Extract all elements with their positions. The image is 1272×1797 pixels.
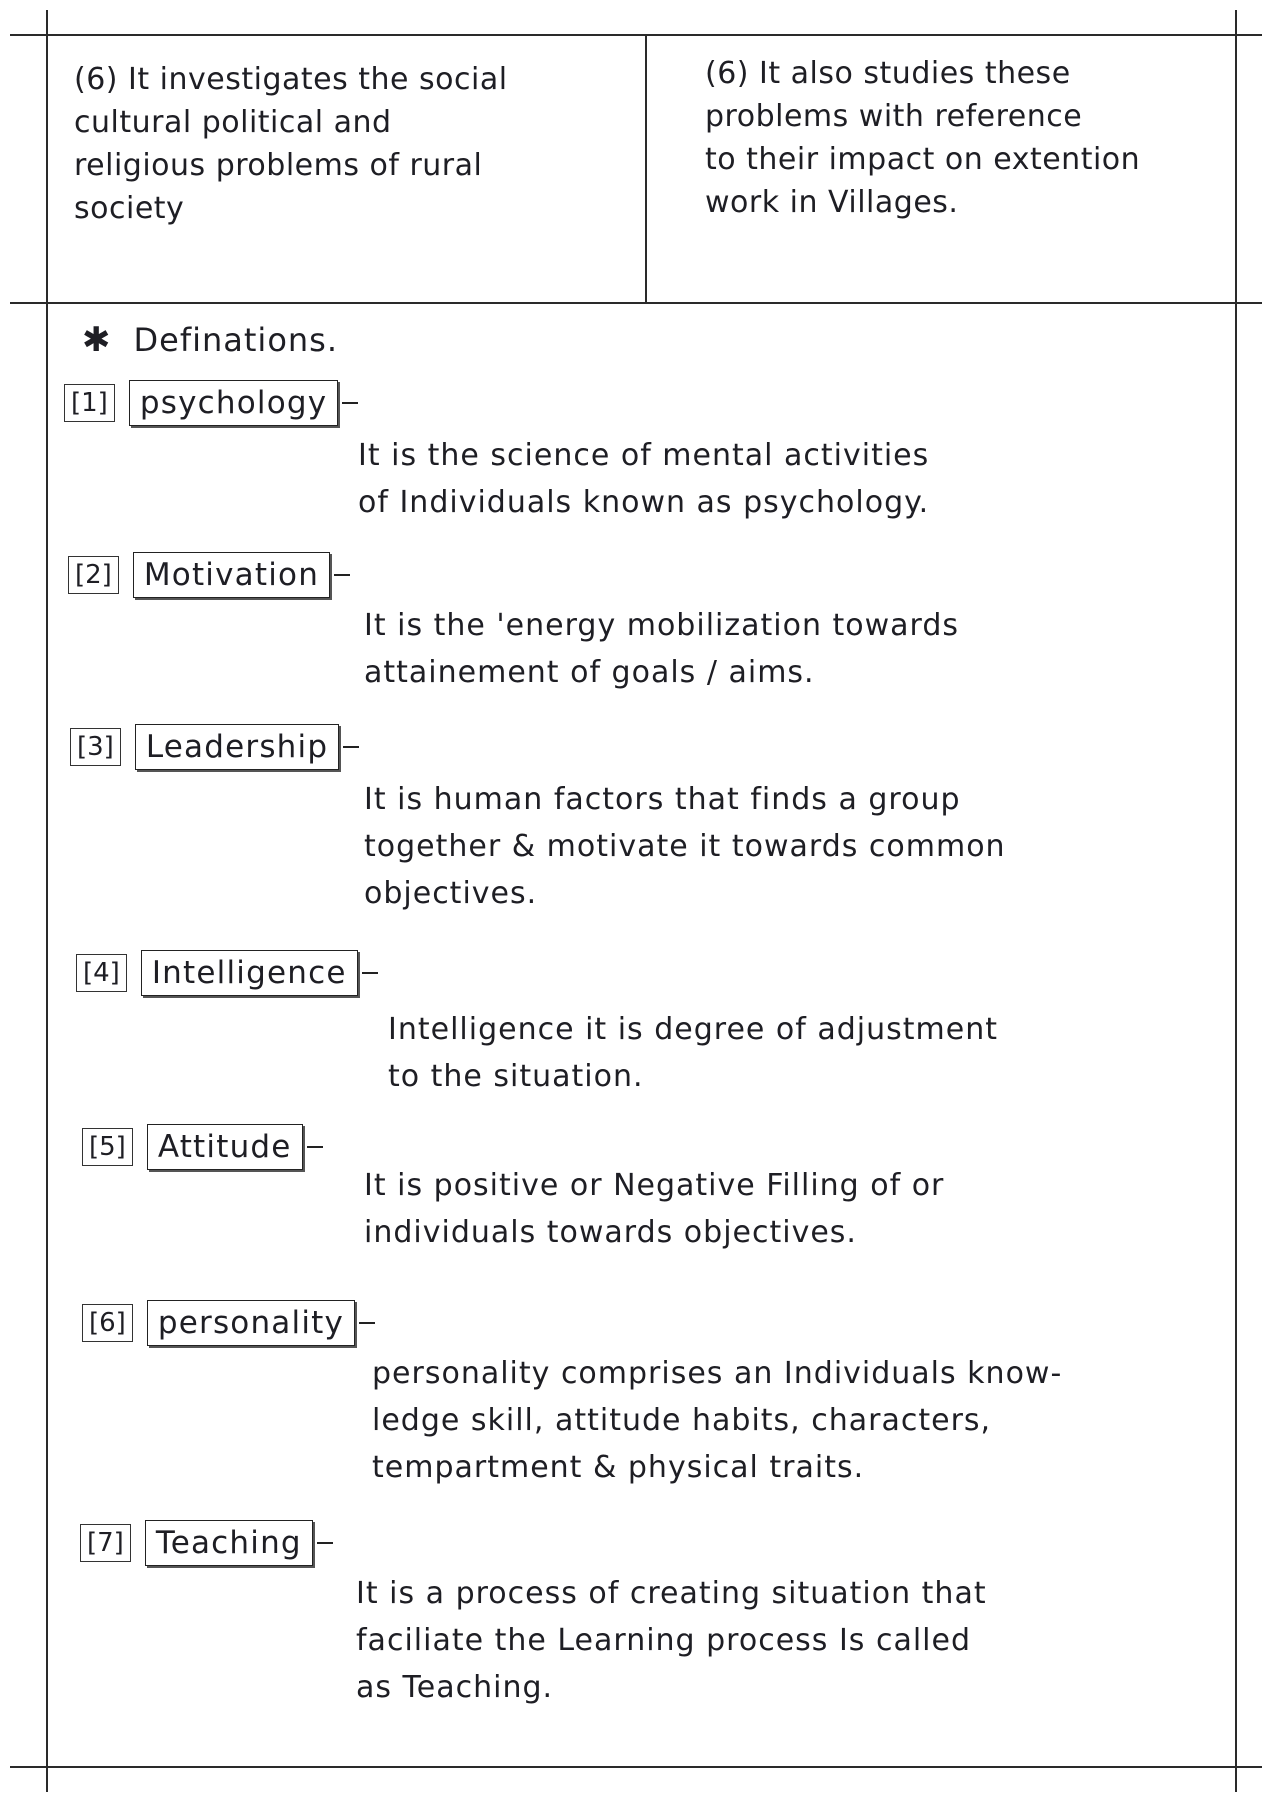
term-dash [334,574,350,576]
definition-term-row [82,1124,323,1170]
definitions-heading-label: Definations. [133,321,339,359]
definition-term-row [68,552,350,598]
definition-number: [6] [82,1304,133,1342]
definition-term-row [64,380,358,426]
definition-text: It is a process of creating situation that faciliate the Learning process Is called as Teaching. [356,1576,987,1705]
definition-term-row [82,1300,375,1346]
asterisk-icon: ✱ [82,320,112,360]
definition-term-row [70,724,359,770]
definition-term: Intelligence [141,950,358,996]
definition-number: [7] [80,1524,131,1562]
definition-text: It is human factors that finds a group together & motivate it towards common objectives. [364,782,1006,911]
table-bottom-rule [10,302,1262,304]
definition-text: It is positive or Negative Filling of or individuals towards objectives. [364,1168,945,1250]
term-dash [343,746,359,748]
term-dash [307,1146,323,1148]
definition-number: [5] [82,1128,133,1166]
definition-term: Teaching [145,1520,313,1566]
definition-term: personality [147,1300,355,1346]
definitions-heading [82,320,338,360]
page-bottom-rule [10,1766,1262,1768]
term-dash [342,402,358,404]
page-left-rule [46,10,48,1792]
definition-number: [3] [70,728,121,766]
definition-term: Attitude [147,1124,303,1170]
definition-text: It is the 'energy mobilization towards attainement of goals / aims. [364,608,960,690]
definition-term: Leadership [135,724,339,770]
definition-term: Motivation [133,552,330,598]
definition-text: personality comprises an Individuals know- ledge skill, attitude habits, characters, tempartment & physical traits. [372,1356,1063,1485]
definition-number: [2] [68,556,119,594]
table-top-rule [10,34,1262,36]
term-dash [359,1322,375,1324]
page-right-rule [1235,10,1237,1792]
definition-term: psychology [129,380,338,426]
definition-term-row [80,1520,333,1566]
comparison-right-cell: (6) It also studies these problems with reference to their impact on extention work in Villages. [705,56,1141,220]
comparison-left-cell: (6) It investigates the social cultural political and religious problems of rural society [74,62,508,226]
definition-term-row [76,950,378,996]
definition-number: [1] [64,384,115,422]
table-divider-rule [645,34,647,302]
term-dash [317,1542,333,1544]
definition-text: Intelligence it is degree of adjustment to the situation. [388,1012,998,1094]
definition-text: It is the science of mental activities of Individuals known as psychology. [358,438,930,520]
definition-number: [4] [76,954,127,992]
term-dash [362,972,378,974]
